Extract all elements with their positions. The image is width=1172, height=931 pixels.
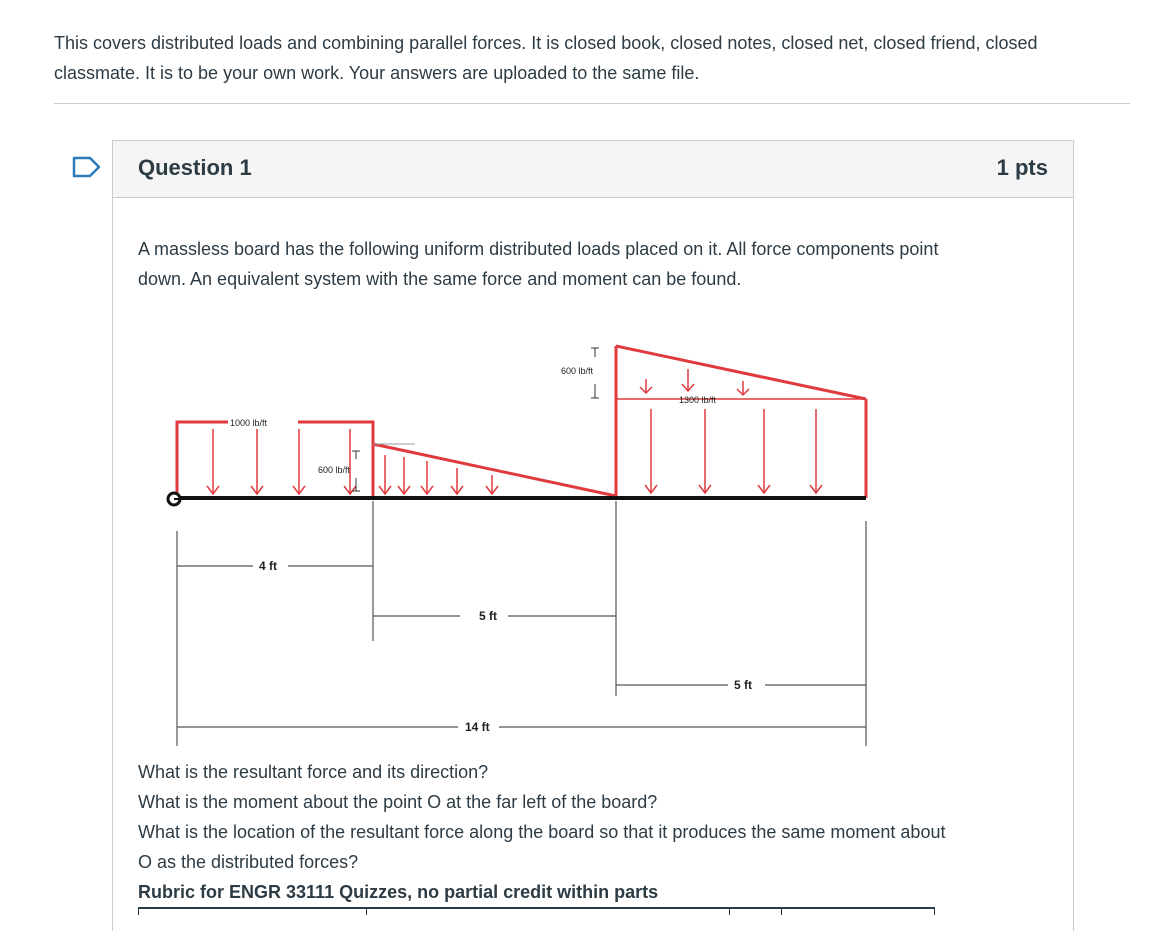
dimension-label-1: 4 ft xyxy=(259,559,277,573)
load-triangle-2 xyxy=(373,444,616,496)
point-o-pin xyxy=(168,493,181,505)
rubric-col-divider xyxy=(366,909,367,915)
distributed-load-diagram xyxy=(113,141,1073,761)
dimension-label-total: 14 ft xyxy=(465,720,490,734)
intro-line-1: This covers distributed loads and combining parallel forces. It is closed book, closed notes, closed net, closed friend, closed xyxy=(54,33,1038,53)
intro-text xyxy=(54,28,1144,88)
rubric-table xyxy=(138,907,935,915)
load-arrows-2 xyxy=(379,455,498,494)
rubric-col-divider xyxy=(138,909,139,915)
question-title: Question 1 xyxy=(138,155,252,180)
load-arrows-1 xyxy=(207,429,356,494)
rubric-col-divider xyxy=(729,909,730,915)
load-label-1: 1000 lb/ft xyxy=(230,418,268,428)
dimension-lines xyxy=(177,501,866,746)
question-text-line-2: down. An equivalent system with the same force and moment can be found. xyxy=(138,269,742,289)
load-label-4: 1300 lb/ft xyxy=(679,395,717,405)
flag-question-icon[interactable] xyxy=(72,156,102,178)
question-prompts xyxy=(138,757,1048,907)
load-label-3: 600 lb/ft xyxy=(561,366,594,376)
rubric-col-divider xyxy=(781,909,782,915)
rubric-title: Rubric for ENGR 33111 Quizzes, no partial credit within parts xyxy=(138,882,659,902)
prompt-location: What is the location of the resultant force along the board so that it produces the same moment about xyxy=(138,822,946,842)
load-2-dimension xyxy=(352,451,360,491)
prompt-moment: What is the moment about the point O at the far left of the board? xyxy=(138,792,658,812)
question-text-line-1: A massless board has the following uniform distributed loads placed on it. All force components point xyxy=(138,239,939,259)
divider xyxy=(54,103,1130,104)
dimension-label-3: 5 ft xyxy=(734,678,752,692)
dimension-label-2: 5 ft xyxy=(479,609,497,623)
prompt-resultant: What is the resultant force and its direction? xyxy=(138,762,489,782)
intro-line-2: classmate. It is to be your own work. Your answers are uploaded to the same file. xyxy=(54,63,700,83)
question-points: 1 pts xyxy=(996,155,1048,180)
load-trapezoid-3 xyxy=(616,346,866,498)
prompt-location-cont: O as the distributed forces? xyxy=(138,852,359,872)
load-arrows-3 xyxy=(640,369,822,493)
load-label-2: 600 lb/ft xyxy=(318,465,351,475)
question-card xyxy=(112,140,1074,931)
rubric-col-divider xyxy=(934,909,935,915)
